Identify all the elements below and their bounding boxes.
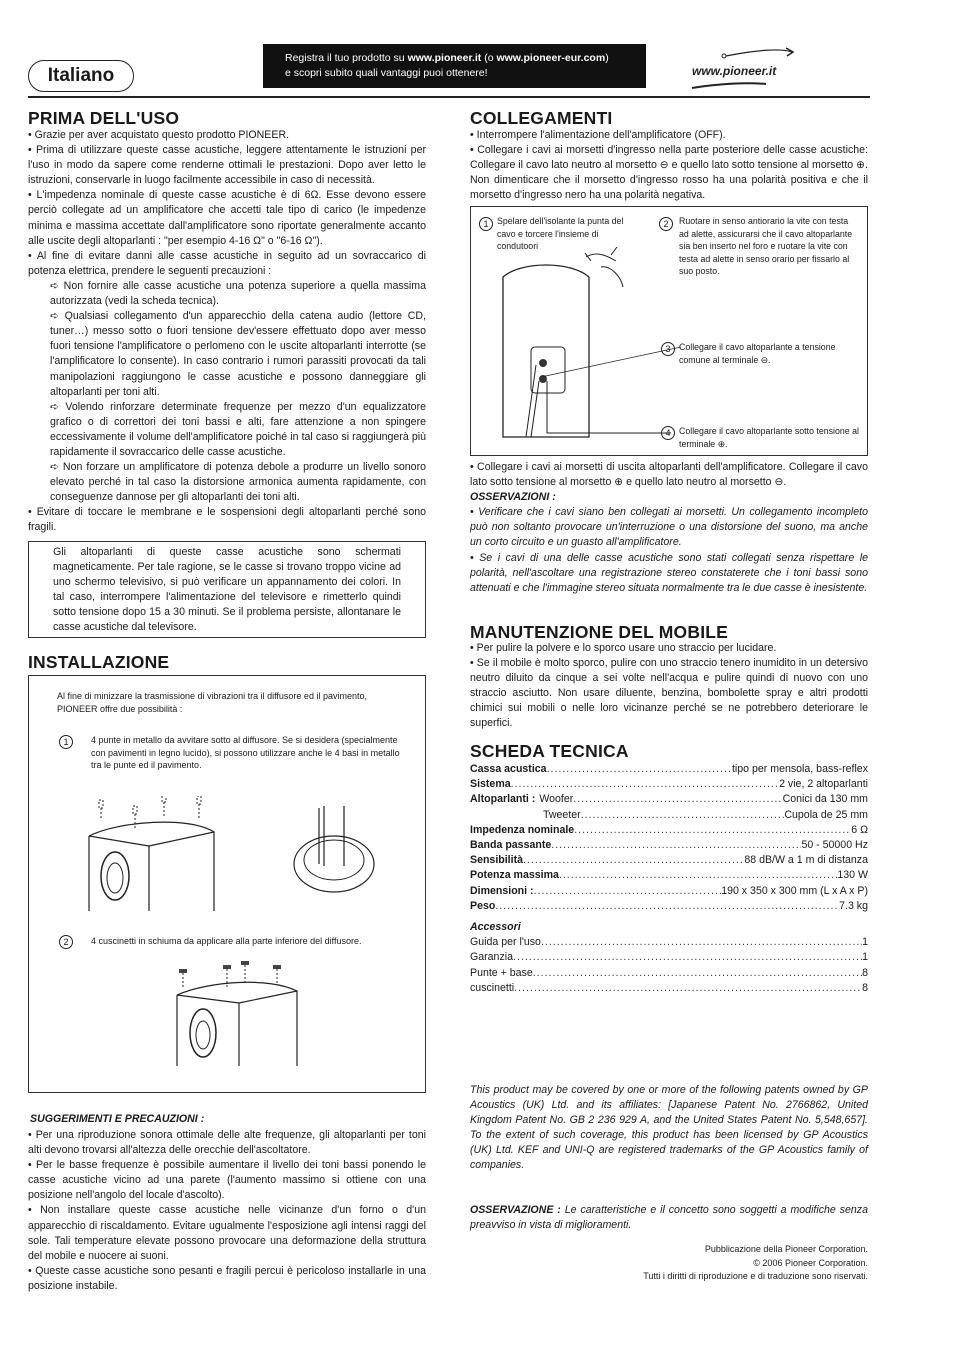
pad-installation-illustration xyxy=(169,961,309,1071)
spec-row: Peso ..... 7.3 kg xyxy=(470,899,868,914)
manutenzione-body xyxy=(470,641,868,732)
diagram-step-3: Collegare il cavo altoparlante a tensione comune al terminale ⊖. xyxy=(679,342,836,365)
accessory-row: Guida per l'uso ..... 1 xyxy=(470,935,868,950)
paragraph: • Per le basse frequenze è possibile aumentare il livello dei toni bassi ponendo le casse acustiche vicino ad una parete (l'aumento massimo si ottiene con una posizione nell'angolo del locale d'ascolto). xyxy=(28,1159,426,1202)
prima-body xyxy=(28,128,426,536)
precaution-item: ➪ Non forzare un amplificatore di potenza debole a produrre un livello sonoro elevato perché in tal caso la distorsione armonica aumenta rapidamente, con conseguenze dannose per gli altoparlanti dei toni alti. xyxy=(50,461,426,504)
step-number: 4 xyxy=(661,424,679,440)
spec-row: Dimensioni : ..... 190 x 350 x 300 mm (L x A x P) xyxy=(470,884,868,899)
accessory-row: Garanzia ..... 1 xyxy=(470,950,868,965)
spec-row: Tweeter ..... Cupola de 25 mm xyxy=(470,808,868,823)
banner-text: ) xyxy=(605,52,609,64)
banner-link[interactable]: www.pioneer.it xyxy=(407,52,482,64)
accessory-row: cuscinetti ..... 8 xyxy=(470,981,868,996)
paragraph: • Prima di utilizzare queste casse acustiche, leggere attentamente le istruzioni per l'uso in modo da sapere come renderne ottimali le prestazioni. Dopo aver letto le istruzioni, conservarle in luogo facilmente accessibile in caso di necessità. xyxy=(28,144,426,187)
paragraph: • Non installare queste casse acustiche nelle vicinanze d'un forno o d'un apparecchio di riscaldamento. Evitare ugualmente l'esposizione agli intensi raggi del sole. Tali temperature elevate possono provocare una deformazione della struttura del mobile e nuocere ai suoni. xyxy=(28,1204,426,1262)
banner-text: Registra il tuo prodotto su xyxy=(285,52,408,64)
precaution-item: ➪ Qualsiasi collegamento d'un apparecchio della catena audio (lettore CD, tuner…) messo sotto o fuori tensione dev'essere effettuato dopo aver messo fuori tensione l'amplificatore o perlomeno con le uscite altoparlanti interrotte (se l'amplificatore lo consente). In caso contrario i rumori parassiti provocati da tali manipolazioni raggiungono le casse acustiche e possono danneggiare gli altoparlanti per toni alti. xyxy=(50,310,426,398)
step-number: 1 xyxy=(479,215,497,231)
collegamenti-body-2 xyxy=(470,460,868,596)
install-option-pads: 4 cuscinetti in schiuma da applicare alla parte inferiore del diffusore. xyxy=(91,936,362,946)
spec-row: Altoparlanti : Woofer ..... Conici da 130 mm xyxy=(470,792,868,807)
paragraph: • Per pulire la polvere e lo sporco usare uno straccio per lucidare. xyxy=(470,642,777,654)
observations-title: OSSERVAZIONI : xyxy=(470,491,556,504)
spec-row: Sistema ..... 2 vie, 2 altoparlanti xyxy=(470,777,868,792)
publisher-line: Pubblicazione della Pioneer Corporation. xyxy=(704,1244,868,1254)
suggestions-body xyxy=(28,1128,426,1294)
observation-item: • Verificare che i cavi siano ben collegati ai morsetti. Un collegamento incompleto può non soltanto provocare un'interruzione o una distorsione del suono, ma anche un corto circuito e un guasto all'amplificatore. xyxy=(470,506,868,549)
paragraph: • Al fine di evitare danni alle casse acustiche in seguito ad un sovraccarico di potenza elettrica, prendere le seguenti precauzioni : xyxy=(28,249,426,277)
spike-installation-illustration xyxy=(79,796,399,921)
spec-row: Potenza massima ..... 130 W xyxy=(470,868,868,883)
section-title-manutenzione: MANUTENZIONE DEL MOBILE xyxy=(470,622,729,642)
collegamenti-body xyxy=(470,128,868,203)
step-number: 3 xyxy=(661,340,679,356)
copyright-line: © 2006 Pioneer Corporation. xyxy=(753,1257,868,1268)
speaker-rear-illustration xyxy=(491,247,691,452)
precaution-item: ➪ Non fornire alle casse acustiche una potenza superiore a quella massima autorizzata (vedi la scheda tecnica). xyxy=(50,279,426,308)
patent-notice: This product may be covered by one or more of the following patents owned by GP Acoustics (UK) Ltd. and its affiliates: [Japanese Patent No. 2766862, United Kingdom Patent No. GB 2 236 929 A, and the United States Patent No. 5,548,657]. To the extent of such coverage, this product has been licensed by GP Acoustics (UK) Ltd. KEF and UNI-Q are registered trademarks of the GP Acoustics family of companies. xyxy=(470,1084,868,1172)
paragraph: • Collegare i cavi ai morsetti di uscita altoparlanti dell'amplificatore. Collegare il cavo lato sotto tensione al morsetto ⊕ e quello lato neutro al morsetto ⊖. xyxy=(470,461,868,489)
banner-line2: e scopri subito quali vantaggi puoi ottenere! xyxy=(285,67,488,79)
paragraph: • Interrompere l'alimentazione dell'amplificatore (OFF). xyxy=(470,129,726,141)
section-title-installazione: INSTALLAZIONE xyxy=(28,652,170,672)
step-number: 2 xyxy=(59,933,77,949)
connection-diagram-box xyxy=(470,206,868,456)
publisher-credits xyxy=(560,1243,868,1284)
observation-item: • Se i cavi di una delle casse acustiche sono stati collegati senza rispettare le polarità, nell'ascoltare una registrazione stereo constaterete che i toni bassi sono attenuati e che l'immagine stereo situata normalmente tra le due casse è inesistente. xyxy=(470,551,868,594)
specification-notice xyxy=(470,1203,868,1233)
precaution-item: ➪ Volendo rinforzare determinate frequenze per mezzo d'un equalizzatore grafico o di correttori dei toni bassi e alti, fare attenzione a non spingere eccessivamente il volume dell'amplificatore poiché in tal caso si raggiungerà più rapidamente il sovraccarico delle casse acustiche. xyxy=(50,400,426,458)
paragraph: • Per una riproduzione sonora ottimale delle alte frequenze, gli altoparlanti per toni alti devono trovarsi all'altezza delle orecchie dell'ascoltatore. xyxy=(28,1129,426,1157)
paragraph: • Collegare i cavi ai morsetti d'ingresso nella parte posteriore delle casse acustiche: Collegare il cavo lato neutro al morsetto ⊖ e quello lato sotto tensione al morsetto ⊕. Non dimenticare che il morsetto d'ingresso rosso ha una polarità positiva e che il morsetto d'ingresso nero ha una polarità negativa. xyxy=(470,144,868,202)
accessory-row: Punte + base ..... 8 xyxy=(470,966,868,981)
banner-text: (o xyxy=(481,52,497,64)
install-intro: Al fine di minizzare la trasmissione di vibrazioni tra il diffusore ed il pavimento, PIONEER offre due possibilità : xyxy=(57,691,367,714)
notice-text: Le caratteristiche e il concetto sono soggetti a modifiche senza preavviso in vista di miglioramenti. xyxy=(470,1204,868,1232)
suggestions-title: SUGGERIMENTI E PRECAUZIONI : xyxy=(30,1113,205,1125)
banner-link[interactable]: www.pioneer-eur.com xyxy=(496,52,606,64)
diagram-step-1: Spelare dell'isolante la punta del cavo e torcere l'insieme di condutoori xyxy=(497,216,624,251)
step-number: 2 xyxy=(659,215,677,231)
diagram-step-2: Ruotare in senso antiorario la vite con testa ad alette, assicurarsi che il cavo altoparlante sia ben inserto nel foro e ruotare la vite con testa ad alette in senso orario per fissarlo al suo posto. xyxy=(679,216,853,276)
header-divider xyxy=(28,96,870,98)
language-label: Italiano xyxy=(28,60,134,92)
paragraph: • Se il mobile è molto sporco, pulire con uno straccio tenero inumidito in un detersivo neutro diluito da cinque a sei volte nell'acqua e pulire quindi di nuovo con uno straccio asciutto. Non usare diluente, benzina, bombolette spray e altri prodotti chimici sui mobili o nelle loro vicinanze perché se ne potrebbero deteriorare le superfici. xyxy=(470,657,868,730)
section-title-scheda: SCHEDA TECNICA xyxy=(470,741,629,761)
shielding-notice-box xyxy=(28,541,426,638)
paragraph: • Queste casse acustiche sono pesanti e fragili percui è pericoloso installarle in una posizione instabile. xyxy=(28,1264,426,1292)
spec-row: Sensibilità ..... 88 dB/W a 1 m di distanza xyxy=(470,853,868,868)
accessories-title: Accessori xyxy=(470,921,521,934)
notice-text: Gli altoparlanti di queste casse acustiche sono schermati magneticamente. Per tale ragione, se le casse si trovano troppo vicine ad uno schermo televisivo, si può verificare un appannamento dei colori. In tal caso, interrompere l'alimentazione del televisore e rimetterlo quindi sotto tensione dopo 15 a 30 minuti. Se il problema persiste, allontanare le casse acustiche dal televisore. xyxy=(53,546,401,634)
paragraph: • Grazie per aver acquistato questo prodotto PIONEER. xyxy=(28,129,290,141)
section-title-collegamenti: COLLEGAMENTI xyxy=(470,108,613,128)
website-link[interactable]: www.pioneer.it xyxy=(692,64,777,78)
paragraph: • L'impedenza nominale di queste casse acustiche è di 6Ω. Esse devono essere perciò collegate ad un amplificatore che accetti tale tipo di carico (le impedenze minima e massima accettate dall'amplificatore sono riportate generalmente accanto alle uscite degli altoparlanti : "per esempio 4-16 Ω" o "6-16 Ω"). xyxy=(28,189,426,247)
install-option-spikes: 4 punte in metallo da avvitare sotto al diffusore. Se si desidera (specialmente con pavimenti in legno lucido), si possono utilizzare anche le 4 basi in metallo tra le punte ed il pavimento. xyxy=(91,735,400,770)
rights-line: Tutti i diritti di riproduzione e di traduzione sono riservati. xyxy=(643,1271,868,1281)
spec-row: Cassa acustica ..... tipo per mensola, bass-reflex xyxy=(470,762,868,777)
spec-row: Banda passante ..... 50 - 50000 Hz xyxy=(470,838,868,853)
installation-box xyxy=(28,675,426,1093)
section-title-prima: PRIMA DELL'USO xyxy=(28,108,180,128)
diagram-step-4: Collegare il cavo altoparlante sotto tensione al terminale ⊕. xyxy=(679,426,859,449)
notice-label: OSSERVAZIONE : xyxy=(470,1204,561,1216)
step-number: 1 xyxy=(59,733,77,749)
paragraph: • Evitare di toccare le membrane e le sospensioni degli altoparlanti perché sono fragili. xyxy=(28,506,426,534)
spec-row: Impedenza nominale ..... 6 Ω xyxy=(470,823,868,838)
spec-table xyxy=(470,762,868,996)
registration-banner xyxy=(263,44,646,88)
